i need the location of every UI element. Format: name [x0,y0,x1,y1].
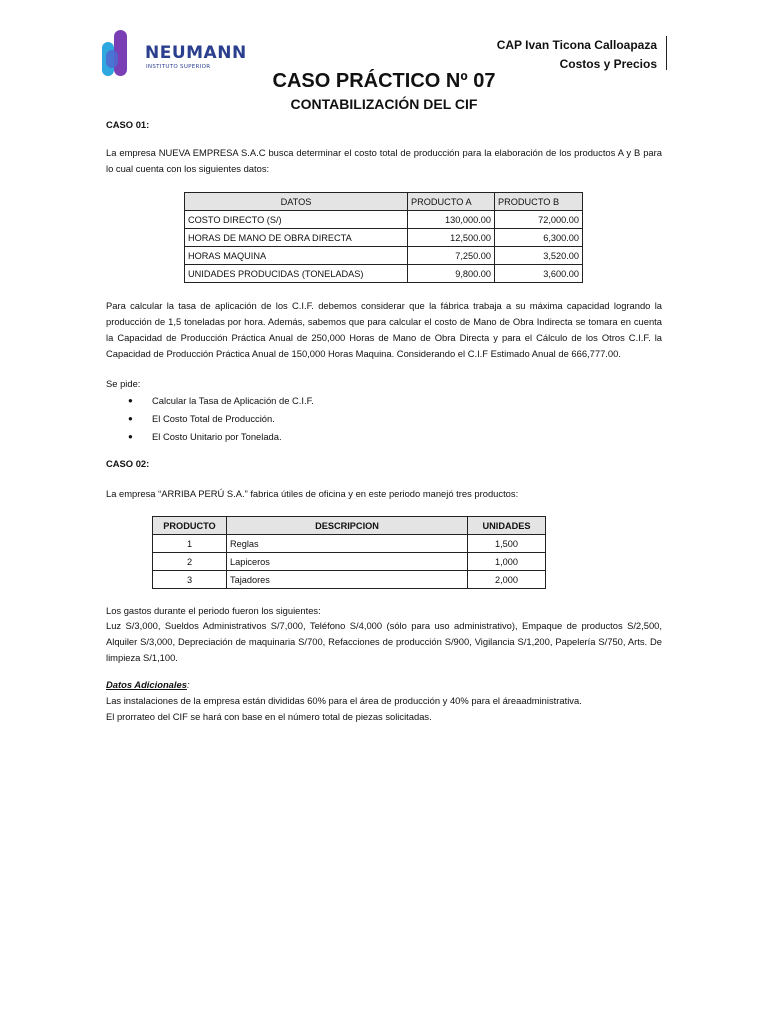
datos-adicionales-label: Datos Adicionales [106,679,187,690]
caso2-heading: CASO 02: [106,458,150,469]
table-cell: COSTO DIRECTO (S/) [185,211,408,229]
table-cell: 2,000 [468,571,546,589]
table-cell: 130,000.00 [408,211,495,229]
table-row [185,229,583,247]
caso1-table [184,192,583,283]
page-subtitle: CONTABILIZACIÓN DEL CIF [290,96,478,112]
author-name: CAP Ivan Ticona Calloapaza [496,38,657,52]
table-header-row [153,517,546,535]
table-header-cell: PRODUCTO [153,517,227,535]
table-cell: 9,800.00 [408,265,495,283]
table-cell: Lapiceros [227,553,468,571]
caso2-intro: La empresa “ARRIBA PERÚ S.A.” fabrica útiles de oficina y en este periodo manejó tres productos: [106,488,519,499]
caso1-se-pide: Se pide: [106,378,141,389]
table-cell: 1,000 [468,553,546,571]
caso1-intro: La empresa NUEVA EMPRESA S.A.C busca determinar el costo total de producción para la elaboración de los productos A y B para lo cual cuenta con los siguientes datos: [106,147,662,174]
list-item: ● El Costo Unitario por Tonelada. [128,428,628,446]
course-name: Costos y Precios [559,57,657,71]
table-header-cell: UNIDADES [468,517,546,535]
caso1-bullet-list [128,392,628,446]
table-cell: 3 [153,571,227,589]
list-item: ● Calcular la Tasa de Aplicación de C.I.F. [128,392,628,410]
list-item: ● El Costo Total de Producción. [128,410,628,428]
table-header-row [185,193,583,211]
table-cell: 2 [153,553,227,571]
table-row [185,265,583,283]
logo-name: NEUMANN [145,43,247,63]
caso1-heading: CASO 01: [106,119,150,130]
caso2-adicional-2: El prorrateo del CIF se hará con base en el número total de piezas solicitadas. [106,711,432,722]
table-row [153,535,546,553]
table-row [185,247,583,265]
page-title: CASO PRÁCTICO Nº 07 [272,70,496,92]
table-header-cell: PRODUCTO A [408,193,495,211]
table-row [153,553,546,571]
caso2-datos-adicionales [106,677,190,693]
table-cell: HORAS DE MANO DE OBRA DIRECTA [185,229,408,247]
table-cell: 3,600.00 [495,265,583,283]
header-divider [666,36,667,70]
table-cell: 1 [153,535,227,553]
caso2-table [152,516,546,589]
table-header-cell: DESCRIPCION [227,517,468,535]
caso2-gastos: Luz S/3,000, Sueldos Administrativos S/7,000, Teléfono S/4,000 (sólo para uso administrativo), Empaque de productos S/2,500, Alquiler S/3,000, Depreciación de maquinaria S/700, Refacciones de producción S/900, Vigilancia S/1,200, Papelería S/750, Arts. De limpieza S/1,100. [106,620,662,663]
table-cell: 1,500 [468,535,546,553]
table-row [153,571,546,589]
table-row [185,211,583,229]
table-header-cell: DATOS [185,193,408,211]
table-cell: 12,500.00 [408,229,495,247]
header-right [497,36,657,74]
caso2-gastos-intro: Los gastos durante el periodo fueron los siguientes: [106,605,321,616]
logo-subtitle: INSTITUTO SUPERIOR [146,64,211,70]
table-cell: UNIDADES PRODUCIDAS (TONELADAS) [185,265,408,283]
caso2-adicional-1: Las instalaciones de la empresa están divididas 60% para el área de producción y 40% para el áreaadministrativa. [106,695,582,706]
table-cell: 72,000.00 [495,211,583,229]
datos-adicionales-colon: : [186,679,190,690]
table-header-cell: PRODUCTO B [495,193,583,211]
table-cell: Reglas [227,535,468,553]
table-cell: 3,520.00 [495,247,583,265]
table-cell: 6,300.00 [495,229,583,247]
table-cell: Tajadores [227,571,468,589]
table-cell: HORAS MAQUINA [185,247,408,265]
caso1-paragraph: Para calcular la tasa de aplicación de los C.I.F. debemos considerar que la fábrica trabaja a su máxima capacidad logrando la producción de 1,5 toneladas por hora. Además, sabemos que para calcular el costo de Mano de Obra Indirecta se tomara en cuenta la Capacidad de Producción Práctica Anual de 250,000 Horas de Mano de Obra Directa y para el Cálculo de los Otros C.I.F. la Capacidad de Producción Práctica Anual de 150,000 Horas Maquina. Considerando el C.I.F Estimado Anual de 666,777.00. [106,300,662,359]
table-cell: 7,250.00 [408,247,495,265]
